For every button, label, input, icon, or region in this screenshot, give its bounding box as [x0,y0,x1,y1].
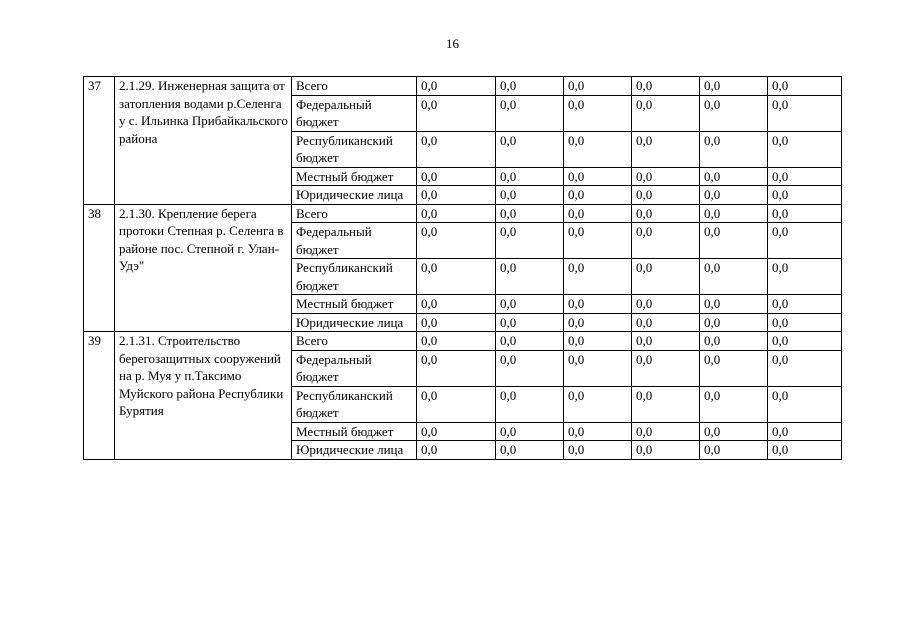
funding-source: Федеральный бюджет [292,223,417,259]
funding-value: 0,0 [417,295,496,314]
funding-value: 0,0 [496,332,564,351]
funding-value: 0,0 [632,313,700,332]
funding-value: 0,0 [564,204,632,223]
funding-value: 0,0 [564,332,632,351]
funding-source: Юридические лица [292,186,417,205]
funding-value: 0,0 [496,441,564,460]
item-title: 2.1.29. Инженерная защита от затопления водами р.Селенга у с. Ильинка Прибайкальского района [115,77,292,205]
funding-value: 0,0 [496,313,564,332]
funding-value: 0,0 [496,95,564,131]
funding-value: 0,0 [768,295,842,314]
table-row [84,77,842,96]
funding-value: 0,0 [768,186,842,205]
funding-value: 0,0 [417,441,496,460]
funding-value: 0,0 [417,350,496,386]
funding-value: 0,0 [768,259,842,295]
funding-value: 0,0 [417,313,496,332]
funding-value: 0,0 [564,167,632,186]
funding-value: 0,0 [632,350,700,386]
funding-value: 0,0 [768,386,842,422]
funding-source: Всего [292,77,417,96]
funding-value: 0,0 [632,295,700,314]
funding-value: 0,0 [768,350,842,386]
funding-value: 0,0 [768,167,842,186]
funding-value: 0,0 [496,259,564,295]
funding-value: 0,0 [700,186,768,205]
funding-value: 0,0 [417,77,496,96]
funding-value: 0,0 [496,186,564,205]
funding-value: 0,0 [417,259,496,295]
funding-value: 0,0 [700,313,768,332]
funding-value: 0,0 [768,204,842,223]
funding-value: 0,0 [700,350,768,386]
funding-value: 0,0 [496,386,564,422]
funding-value: 0,0 [564,350,632,386]
funding-source: Местный бюджет [292,422,417,441]
funding-value: 0,0 [564,259,632,295]
funding-value: 0,0 [700,386,768,422]
funding-value: 0,0 [768,131,842,167]
funding-value: 0,0 [768,95,842,131]
funding-value: 0,0 [564,386,632,422]
funding-value: 0,0 [632,204,700,223]
funding-source: Местный бюджет [292,295,417,314]
funding-value: 0,0 [768,77,842,96]
funding-value: 0,0 [632,77,700,96]
funding-value: 0,0 [768,223,842,259]
funding-value: 0,0 [417,422,496,441]
funding-value: 0,0 [564,313,632,332]
funding-value: 0,0 [417,223,496,259]
funding-value: 0,0 [700,332,768,351]
funding-value: 0,0 [700,223,768,259]
funding-value: 0,0 [700,422,768,441]
funding-value: 0,0 [700,441,768,460]
funding-value: 0,0 [700,259,768,295]
item-number: 39 [84,332,115,460]
funding-value: 0,0 [768,313,842,332]
funding-value: 0,0 [564,441,632,460]
page-number: 16 [446,36,459,51]
funding-value: 0,0 [496,295,564,314]
funding-value: 0,0 [700,95,768,131]
item-number: 37 [84,77,115,205]
funding-source: Федеральный бюджет [292,350,417,386]
funding-value: 0,0 [632,386,700,422]
funding-source: Юридические лица [292,441,417,460]
funding-value: 0,0 [768,441,842,460]
funding-table-body [84,77,842,460]
funding-source: Юридические лица [292,313,417,332]
funding-value: 0,0 [417,186,496,205]
funding-value: 0,0 [417,204,496,223]
funding-value: 0,0 [564,77,632,96]
funding-value: 0,0 [632,167,700,186]
funding-value: 0,0 [496,77,564,96]
funding-value: 0,0 [417,95,496,131]
item-number: 38 [84,204,115,332]
funding-value: 0,0 [700,77,768,96]
funding-table [83,76,842,460]
funding-value: 0,0 [496,350,564,386]
table-row [84,204,842,223]
funding-value: 0,0 [700,204,768,223]
funding-value: 0,0 [700,131,768,167]
funding-value: 0,0 [417,332,496,351]
funding-value: 0,0 [632,223,700,259]
funding-value: 0,0 [417,131,496,167]
funding-value: 0,0 [632,422,700,441]
funding-value: 0,0 [700,295,768,314]
funding-value: 0,0 [768,332,842,351]
funding-value: 0,0 [496,167,564,186]
funding-source: Всего [292,204,417,223]
funding-value: 0,0 [632,441,700,460]
funding-value: 0,0 [496,131,564,167]
funding-value: 0,0 [632,186,700,205]
funding-value: 0,0 [496,204,564,223]
funding-value: 0,0 [496,223,564,259]
funding-source: Республиканский бюджет [292,386,417,422]
funding-value: 0,0 [700,167,768,186]
funding-value: 0,0 [564,95,632,131]
funding-source: Республиканский бюджет [292,259,417,295]
funding-value: 0,0 [632,95,700,131]
funding-value: 0,0 [564,223,632,259]
funding-value: 0,0 [564,131,632,167]
funding-value: 0,0 [496,422,564,441]
funding-value: 0,0 [564,422,632,441]
funding-value: 0,0 [768,422,842,441]
table-row [84,332,842,351]
funding-value: 0,0 [632,131,700,167]
funding-value: 0,0 [564,295,632,314]
funding-value: 0,0 [632,332,700,351]
funding-value: 0,0 [564,186,632,205]
funding-value: 0,0 [417,167,496,186]
funding-source: Федеральный бюджет [292,95,417,131]
funding-source: Республиканский бюджет [292,131,417,167]
funding-source: Всего [292,332,417,351]
funding-value: 0,0 [417,386,496,422]
funding-value: 0,0 [632,259,700,295]
item-title: 2.1.31. Строительство берегозащитных сооружений на р. Муя у п.Таксимо Муйского района Республики Бурятия [115,332,292,460]
funding-source: Местный бюджет [292,167,417,186]
item-title: 2.1.30. Крепление берега протоки Степная р. Селенга в районе пос. Степной г. Улан-Удэ" [115,204,292,332]
